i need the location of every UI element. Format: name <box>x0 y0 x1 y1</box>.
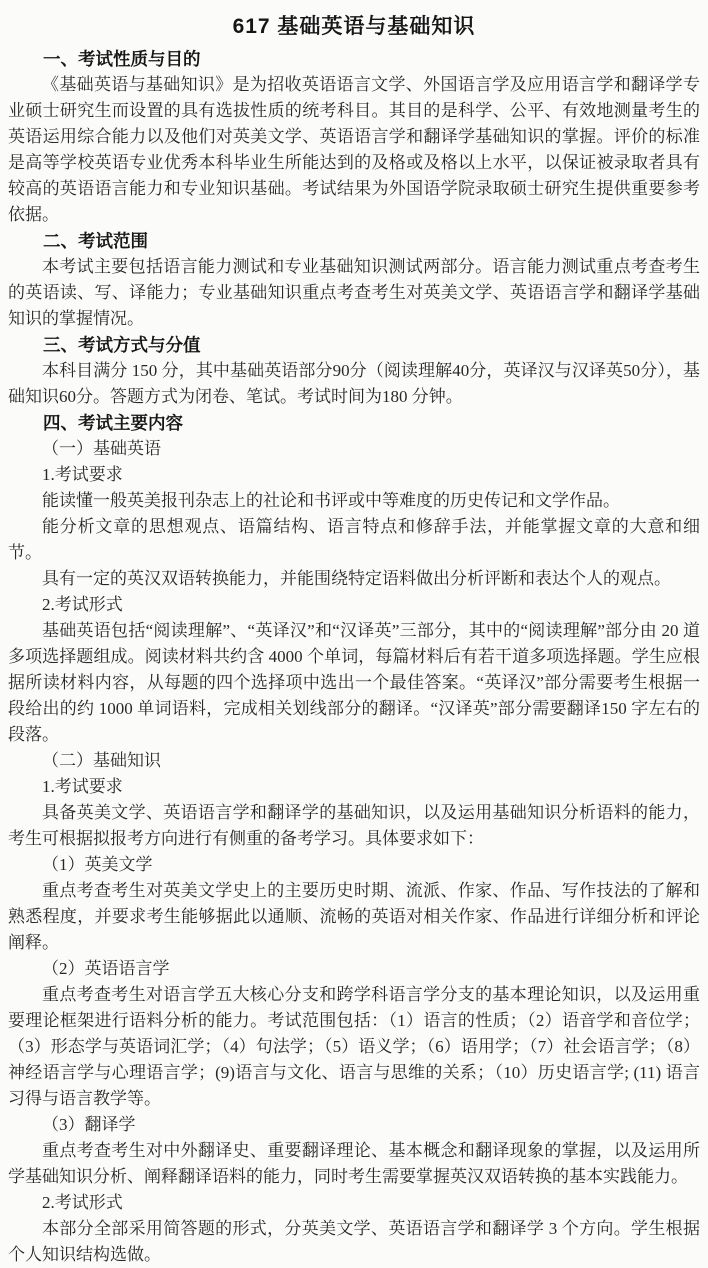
paragraph-exam-form-basic-english: 基础英语包括“阅读理解”、“英译汉”和“汉译英”三部分，其中的“阅读理解”部分由 20 道多项选择题组成。阅读材料共约含 4000 个单词，每篇材料后有若干道多项选择题。学生应根据所读材料内容，从每题的四个选择项中选出一个最佳答案。“英译汉”部分需要考生根据一段给出的约 1000 单词语料，完成相关划线部分的翻译。“汉译英”部分需要翻译150 字左右的段落。 <box>8 621 700 744</box>
section-heading-exam-nature: 一、考试性质与目的 <box>43 49 201 69</box>
paragraph-requirement-analysis: 能分析文章的思想观点、语篇结构、语言特点和修辞手法，并能掌握文章的大意和细节。 <box>8 517 700 562</box>
document-content <box>8 12 700 1264</box>
section-heading-exam-format-score: 三、考试方式与分值 <box>43 335 201 355</box>
sub-heading-basic-english: （一）基础英语 <box>42 439 161 458</box>
section-heading-main-content: 四、考试主要内容 <box>43 413 183 433</box>
paragraph-basic-knowledge-intro: 具备英美文学、英语语言学和翻译学的基础知识，以及运用基础知识分析语料的能力，考生可根据拟报考方向进行有侧重的备考学习。具体要求如下： <box>8 803 700 848</box>
sub-heading-exam-form-1: 2.考试形式 <box>42 595 123 614</box>
sub-heading-exam-requirements-2: 1.考试要求 <box>42 777 123 796</box>
sub-heading-translation-studies: （3）翻译学 <box>42 1115 136 1134</box>
sub-heading-english-linguistics: （2）英语语言学 <box>42 959 170 978</box>
sub-heading-basic-knowledge: （二）基础知识 <box>42 751 161 770</box>
paragraph-exam-format-score: 本科目满分 150 分，其中基础英语部分90分（阅读理解40分，英译汉与汉译英50分），基础知识60分。答题方式为闭卷、笔试。考试时间为180 分钟。 <box>8 361 700 406</box>
paragraph-exam-scope: 本考试主要包括语言能力测试和专业基础知识测试两部分。语言能力测试重点考查考生的英语读、写、译能力；专业基础知识重点考查考生对英美文学、英语语言学和翻译学基础知识的掌握情况。 <box>8 257 700 328</box>
paragraph-requirement-reading: 能读懂一般英美报刊杂志上的社论和书评或中等难度的历史传记和文学作品。 <box>42 491 620 510</box>
paragraph-requirement-translation: 具有一定的英汉双语转换能力，并能围绕特定语料做出分析评断和表达个人的观点。 <box>42 569 671 588</box>
section-heading-exam-scope: 二、考试范围 <box>43 231 148 251</box>
paragraph-translation-detail: 重点考查考生对中外翻译史、重要翻译理论、基本概念和翻译现象的掌握，以及运用所学基础知识分析、阐释翻译语料的能力，同时考生需要掌握英汉双语转换的基本实践能力。 <box>8 1141 700 1186</box>
sub-heading-british-american-literature: （1）英美文学 <box>42 855 153 874</box>
paragraph-linguistics-detail: 重点考查考生对语言学五大核心分支和跨学科语言学分支的基本理论知识，以及运用重要理论框架进行语料分析的能力。考试范围包括：（1）语言的性质；（2）语音学和音位学；（3）形态学与英语词汇学；（4）句法学；（5）语义学；（6）语用学；（7）社会语言学；（8）神经语言学与心理语言学；(9)语言与文化、语言与思维的关系；（10）历史语言学; (11) 语言习得与语言教学等。 <box>8 985 700 1108</box>
doc-title: 617 基础英语与基础知识 <box>232 15 476 38</box>
paragraph-exam-nature: 《基础英语与基础知识》是为招收英语语言文学、外国语言学及应用语言学和翻译学专业硕士研究生而设置的具有选拔性质的统考科目。其目的是科学、公平、有效地测量考生的英语运用综合能力以及他们对英美文学、英语语言学和翻译学基础知识的掌握。评价的标准是高等学校英语专业优秀本科毕业生所能达到的及格或及格以上水平，以保证被录取者具有较高的英语语言能力和专业知识基础。考试结果为外国语学院录取硕士研究生提供重要参考依据。 <box>8 75 700 224</box>
paragraph-literature-detail: 重点考查考生对英美文学史上的主要历史时期、流派、作家、作品、写作技法的了解和熟悉程度，并要求考生能够据此以通顺、流畅的英语对相关作家、作品进行详细分析和评论阐释。 <box>8 881 700 952</box>
sub-heading-exam-requirements-1: 1.考试要求 <box>42 465 123 484</box>
sub-heading-exam-form-2: 2.考试形式 <box>42 1193 123 1212</box>
paragraph-exam-form-basic-knowledge: 本部分全部采用简答题的形式，分英美文学、英语语言学和翻译学 3 个方向。学生根据个人知识结构选做。 <box>8 1219 700 1264</box>
